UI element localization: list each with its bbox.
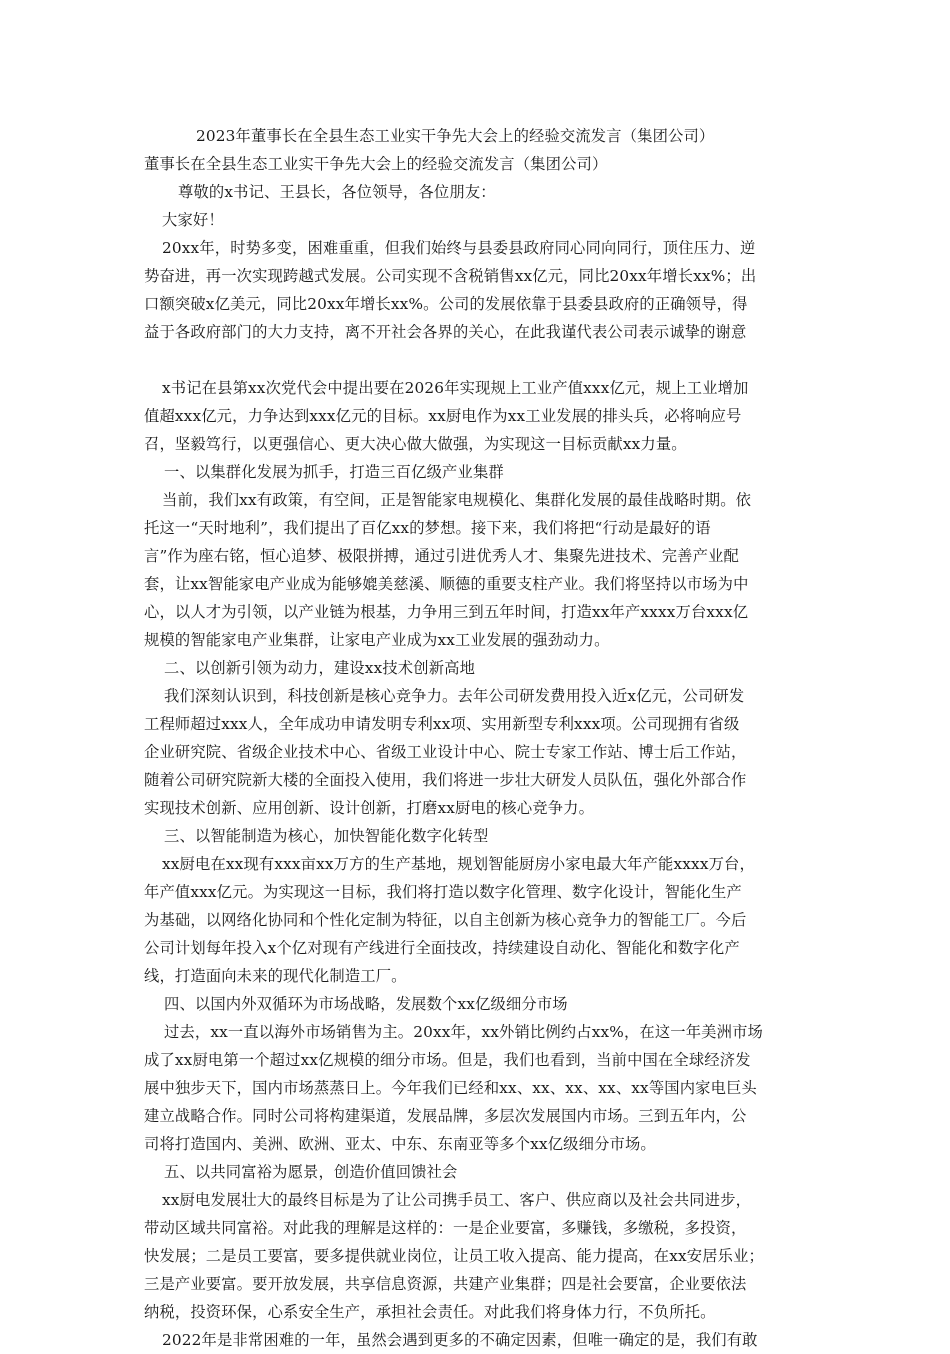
section-heading-3: 三、以智能制造为核心，加快智能化数字化转型 xyxy=(164,827,489,845)
paragraph-line: 建立战略合作。同时公司将构建渠道，发展品牌，多层次发展国内市场。三到五年内，公 xyxy=(144,1107,747,1125)
paragraph-line: 司将打造国内、美洲、欧洲、亚太、中东、东南亚等多个xx亿级细分市场。 xyxy=(144,1135,656,1153)
paragraph-line: 过去，xx一直以海外市场销售为主。20xx年，xx外销比例约占xx%，在这一年美洲市场 xyxy=(164,1023,763,1041)
paragraph-line: 托这一“天时地利”，我们提出了百亿xx的梦想。接下来，我们将把“行动是最好的语 xyxy=(144,519,711,537)
paragraph-line: 工程师超过xxx人，全年成功申请发明专利xx项、实用新型专利xxx项。公司现拥有省级 xyxy=(144,715,740,733)
paragraph-line: 2022年是非常困难的一年，虽然会遇到更多的不确定因素，但唯一确定的是，我们有敢 xyxy=(162,1331,758,1349)
paragraph-line: 20xx年，时势多变，困难重重，但我们始终与县委县政府同心同向同行，顶住压力、逆 xyxy=(162,239,756,257)
paragraph-5 xyxy=(144,850,810,990)
document-body xyxy=(144,122,810,1354)
paragraph-line: 三是产业要富。要开放发展，共享信息资源，共建产业集群；四是社会要富，企业要依法 xyxy=(144,1275,747,1293)
paragraph-line: 势奋进，再一次实现跨越式发展。公司实现不含税销售xx亿元，同比20xx年增长xx%；出 xyxy=(144,267,757,285)
paragraph-4 xyxy=(144,682,810,822)
paragraph-line: 快发展；二是员工要富，要多提供就业岗位，让员工收入提高、能力提高，在xx安居乐业； xyxy=(144,1247,764,1265)
paragraph-line: xx厨电在xx现有xxx亩xx万方的生产基地，规划智能厨房小家电最大年产能xxxx万台， xyxy=(162,855,755,873)
paragraph-line: 规模的智能家电产业集群，让家电产业成为xx工业发展的强劲动力。 xyxy=(144,631,610,649)
section-heading-1: 一、以集群化发展为抓手，打造三百亿级产业集群 xyxy=(164,463,504,481)
paragraph-2 xyxy=(144,374,810,458)
paragraph-line: 公司计划每年投入x个亿对现有产线进行全面技改，持续建设自动化、智能化和数字化产 xyxy=(144,939,740,957)
paragraph-line: 年产值xxx亿元。为实现这一目标，我们将打造以数字化管理、数字化设计，智能化生产 xyxy=(144,883,742,901)
paragraph-line: 益于各政府部门的大力支持，离不开社会各界的关心，在此我谨代表公司表示诚挚的谢意 xyxy=(144,323,747,341)
paragraph-line: 言”作为座右铭，恒心追梦、极限拼搏，通过引进优秀人才、集聚先进技术、完善产业配 xyxy=(144,547,739,565)
paragraph-line: 企业研究院、省级企业技术中心、省级工业设计中心、院士专家工作站、博士后工作站， xyxy=(144,743,747,761)
paragraph-line: 实现技术创新、应用创新、设计创新，打磨xx厨电的核心竞争力。 xyxy=(144,799,595,817)
paragraph-line: x书记在县第xx次党代会中提出要在2026年实现规上工业产值xxx亿元，规上工业增加 xyxy=(162,379,749,397)
paragraph-line: xx厨电发展壮大的最终目标是为了让公司携手员工、客户、供应商以及社会共同进步， xyxy=(162,1191,752,1209)
paragraph-line: 纳税，投资环保，心系安全生产，承担社会责任。对此我们将身体力行，不负所托。 xyxy=(144,1303,716,1321)
paragraph-line: 带动区域共同富裕。对此我的理解是这样的：一是企业要富，多赚钱，多缴税，多投资， xyxy=(144,1219,747,1237)
paragraph-7 xyxy=(144,1186,810,1326)
paragraph-line: 随着公司研究院新大楼的全面投入使用，我们将进一步壮大研发人员队伍，强化外部合作 xyxy=(144,771,747,789)
paragraph-line: 线，打造面向未来的现代化制造工厂。 xyxy=(144,967,407,985)
paragraph-3 xyxy=(144,486,810,654)
paragraph-line: 套，让xx智能家电产业成为能够媲美慈溪、顺德的重要支柱产业。我们将坚持以市场为中 xyxy=(144,575,749,593)
paragraph-line: 展中独步天下，国内市场蒸蒸日上。今年我们已经和xx、xx、xx、xx、xx等国内家电巨头 xyxy=(144,1079,757,1097)
paragraph-line: 为基础，以网络化协同和个性化定制为特征，以自主创新为核心竞争力的智能工厂。今后 xyxy=(144,911,747,929)
document-subtitle: 董事长在全县生态工业实干争先大会上的经验交流发言（集团公司） xyxy=(144,155,608,173)
paragraph-1 xyxy=(144,234,810,346)
blank-line xyxy=(144,346,810,374)
paragraph-line: 当前，我们xx有政策，有空间，正是智能家电规模化、集群化发展的最佳战略时期。依 xyxy=(162,491,752,509)
paragraph-line: 我们深刻认识到，科技创新是核心竞争力。去年公司研发费用投入近x亿元，公司研发 xyxy=(164,687,745,705)
paragraph-line: 召，坚毅笃行，以更强信心、更大决心做大做强，为实现这一目标贡献xx力量。 xyxy=(144,435,687,453)
paragraph-8 xyxy=(144,1326,810,1354)
paragraph-line: 成了xx厨电第一个超过xx亿规模的细分市场。但是，我们也看到，当前中国在全球经济发 xyxy=(144,1051,751,1069)
salutation: 尊敬的x书记、王县长，各位领导，各位朋友： xyxy=(178,183,496,201)
section-heading-4: 四、以国内外双循环为市场战略，发展数个xx亿级细分市场 xyxy=(164,995,568,1013)
greeting: 大家好！ xyxy=(162,211,224,229)
paragraph-line: 值超xxx亿元，力争达到xxx亿元的目标。xx厨电作为xx工业发展的排头兵，必将响应号 xyxy=(144,407,742,425)
section-heading-5: 五、以共同富裕为愿景，创造价值回馈社会 xyxy=(164,1163,458,1181)
document-title: 2023年董事长在全县生态工业实干争先大会上的经验交流发言（集团公司） xyxy=(196,127,715,145)
section-heading-2: 二、以创新引领为动力，建设xx技术创新高地 xyxy=(164,659,476,677)
paragraph-line: 口额突破x亿美元，同比20xx年增长xx%。公司的发展依靠于县委县政府的正确领导，得 xyxy=(144,295,748,313)
paragraph-6 xyxy=(144,1018,810,1158)
paragraph-line: 心，以人才为引领，以产业链为根基，力争用三到五年时间，打造xx年产xxxx万台xxx亿 xyxy=(144,603,749,621)
